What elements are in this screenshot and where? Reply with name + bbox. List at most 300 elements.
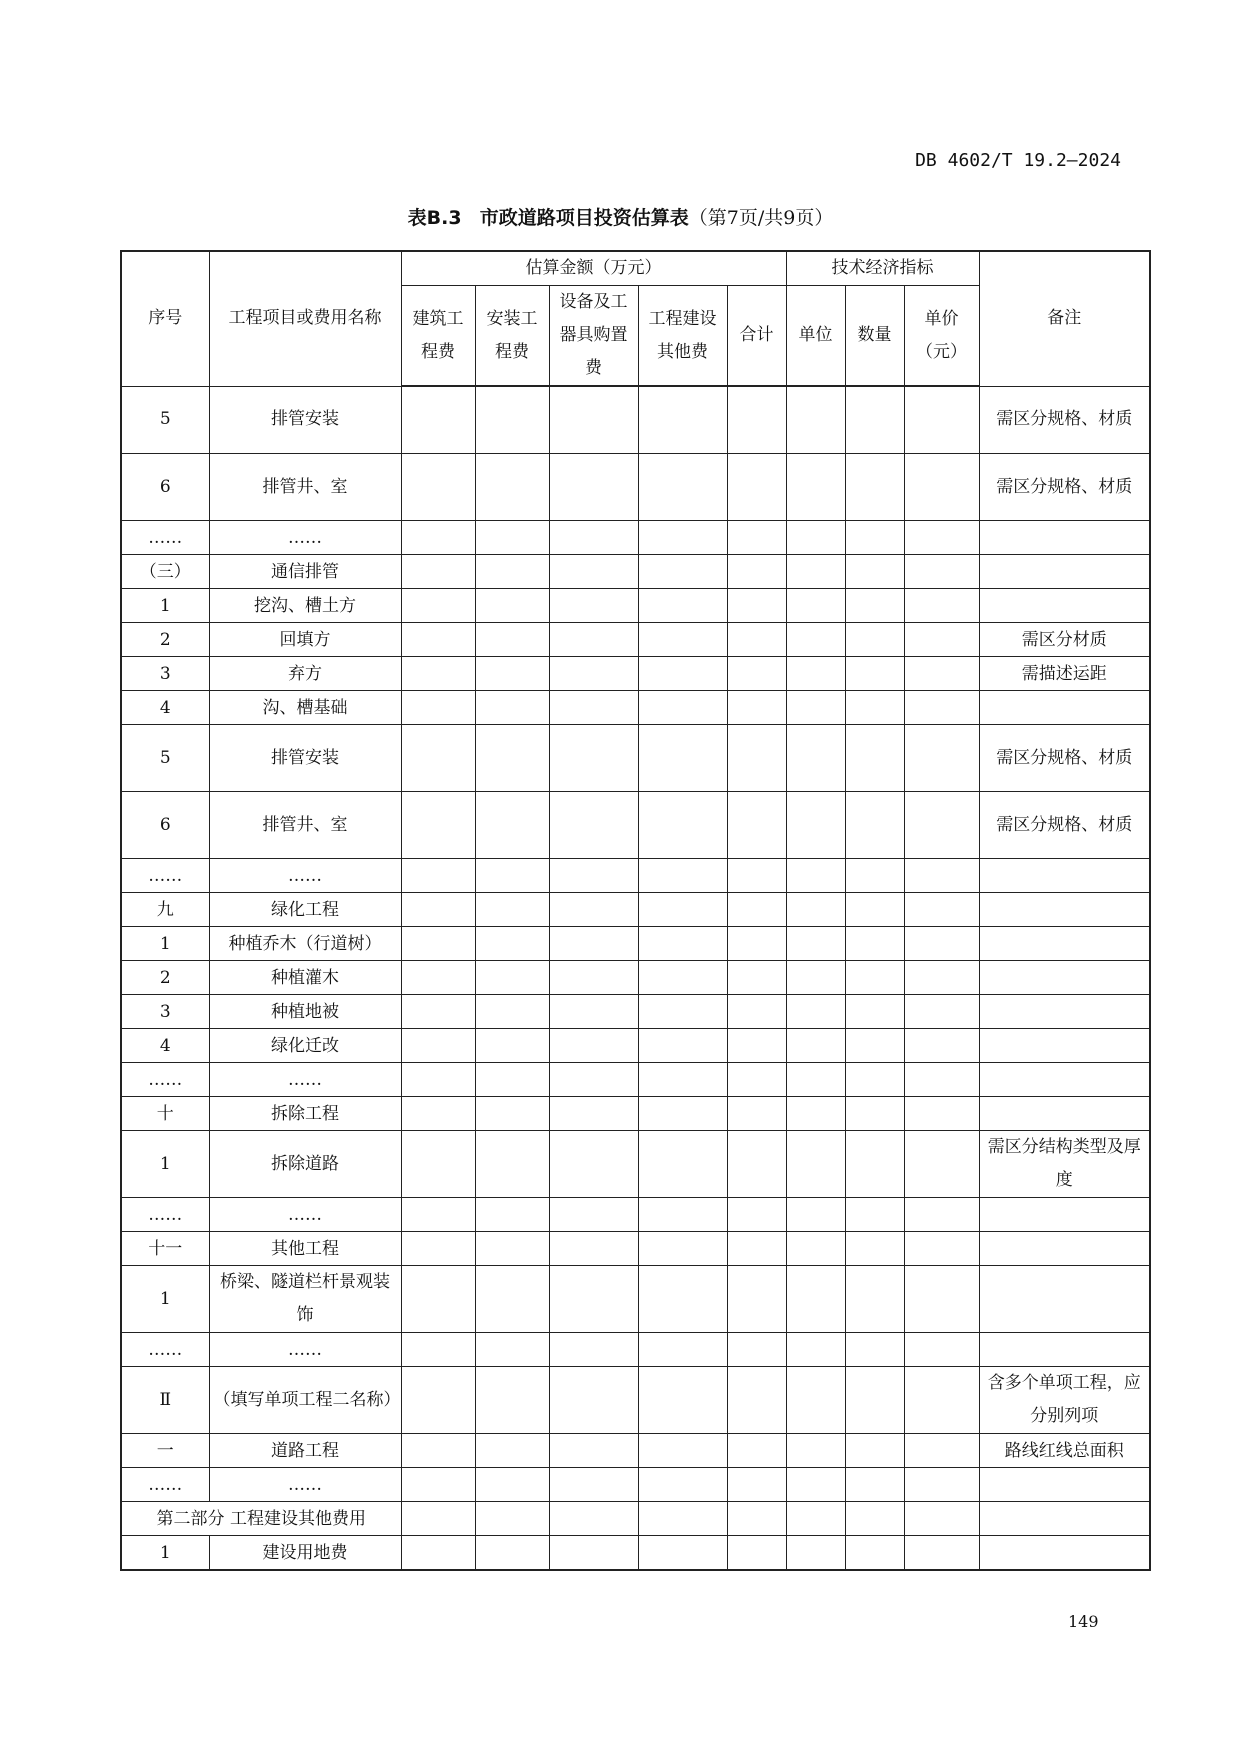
empty-cell [549, 1097, 638, 1131]
empty-cell [475, 1266, 549, 1333]
empty-cell [638, 995, 727, 1029]
empty-cell [549, 1131, 638, 1198]
empty-cell [904, 792, 979, 859]
table-row [121, 1333, 1150, 1367]
header-col: 合计 [727, 286, 786, 387]
row-name: 拆除工程 [209, 1097, 401, 1131]
empty-cell [904, 1266, 979, 1333]
row-name: 通信排管 [209, 555, 401, 589]
empty-cell [638, 555, 727, 589]
empty-cell [549, 995, 638, 1029]
table-row [121, 1131, 1150, 1198]
empty-cell [638, 454, 727, 521]
empty-cell [904, 1232, 979, 1266]
empty-cell [549, 691, 638, 725]
empty-cell [638, 1198, 727, 1232]
empty-cell [549, 386, 638, 454]
empty-cell [549, 623, 638, 657]
empty-cell [638, 859, 727, 893]
row-name: 道路工程 [209, 1434, 401, 1468]
empty-cell [549, 1029, 638, 1063]
empty-cell [727, 1063, 786, 1097]
empty-cell [845, 454, 904, 521]
header-col: 建筑工程费 [401, 286, 475, 387]
row-remark: 需区分规格、材质 [979, 454, 1150, 521]
empty-cell [727, 1266, 786, 1333]
row-seq: 1 [121, 589, 209, 623]
empty-cell [845, 1434, 904, 1468]
empty-cell [638, 691, 727, 725]
header-col: 设备及工器具购置费 [549, 286, 638, 387]
row-remark [979, 927, 1150, 961]
empty-cell [401, 1367, 475, 1434]
empty-cell [475, 893, 549, 927]
header-col: 单价（元） [904, 286, 979, 387]
empty-cell [549, 1468, 638, 1502]
empty-cell [401, 1131, 475, 1198]
empty-cell [786, 1131, 845, 1198]
empty-cell [549, 1333, 638, 1367]
empty-cell [475, 1029, 549, 1063]
empty-cell [475, 521, 549, 555]
row-seq: 九 [121, 893, 209, 927]
empty-cell [475, 792, 549, 859]
row-seq: …… [121, 1333, 209, 1367]
row-remark [979, 521, 1150, 555]
empty-cell [845, 691, 904, 725]
empty-cell [638, 893, 727, 927]
row-name: 建设用地费 [209, 1536, 401, 1571]
empty-cell [549, 1266, 638, 1333]
header-col: 工程建设其他费 [638, 286, 727, 387]
empty-cell [549, 1502, 638, 1536]
empty-cell [786, 1266, 845, 1333]
empty-cell [475, 691, 549, 725]
row-name: 种植地被 [209, 995, 401, 1029]
empty-cell [549, 1536, 638, 1571]
empty-cell [475, 995, 549, 1029]
empty-cell [549, 521, 638, 555]
empty-cell [549, 589, 638, 623]
table-row [121, 1468, 1150, 1502]
empty-cell [638, 623, 727, 657]
row-remark: 需描述运距 [979, 657, 1150, 691]
empty-cell [845, 589, 904, 623]
empty-cell [549, 927, 638, 961]
empty-cell [845, 1468, 904, 1502]
empty-cell [549, 725, 638, 792]
row-name: 桥梁、隧道栏杆景观装饰 [209, 1266, 401, 1333]
empty-cell [904, 1502, 979, 1536]
empty-cell [401, 1502, 475, 1536]
row-remark: 路线红线总面积 [979, 1434, 1150, 1468]
table-row [121, 1266, 1150, 1333]
row-name: 绿化工程 [209, 893, 401, 927]
table-row [121, 995, 1150, 1029]
page-number: 149 [1068, 1612, 1099, 1631]
empty-cell [786, 995, 845, 1029]
row-remark [979, 1536, 1150, 1571]
row-name: 排管安装 [209, 386, 401, 454]
empty-cell [727, 1333, 786, 1367]
empty-cell [904, 1131, 979, 1198]
empty-cell [904, 386, 979, 454]
empty-cell [904, 1097, 979, 1131]
row-remark: 含多个单项工程，应分别列项 [979, 1367, 1150, 1434]
table-row [121, 691, 1150, 725]
table-row [121, 1097, 1150, 1131]
empty-cell [475, 1232, 549, 1266]
empty-cell [904, 1333, 979, 1367]
empty-cell [727, 454, 786, 521]
table-row [121, 1063, 1150, 1097]
empty-cell [638, 927, 727, 961]
empty-cell [475, 1333, 549, 1367]
table-row [121, 521, 1150, 555]
empty-cell [727, 859, 786, 893]
row-remark [979, 1063, 1150, 1097]
table-row [121, 454, 1150, 521]
empty-cell [638, 1063, 727, 1097]
row-seq: 3 [121, 657, 209, 691]
row-remark [979, 1198, 1150, 1232]
empty-cell [904, 1468, 979, 1502]
empty-cell [727, 1502, 786, 1536]
empty-cell [845, 386, 904, 454]
row-remark [979, 1097, 1150, 1131]
empty-cell [786, 1333, 845, 1367]
row-name: 回填方 [209, 623, 401, 657]
empty-cell [401, 1434, 475, 1468]
empty-cell [401, 1536, 475, 1571]
empty-cell [904, 961, 979, 995]
empty-cell [549, 1434, 638, 1468]
empty-cell [786, 1434, 845, 1468]
empty-cell [475, 1063, 549, 1097]
table-row [121, 1502, 1150, 1536]
empty-cell [638, 1434, 727, 1468]
row-seq: …… [121, 1063, 209, 1097]
header-col: 数量 [845, 286, 904, 387]
empty-cell [786, 623, 845, 657]
empty-cell [727, 1097, 786, 1131]
table-row [121, 1434, 1150, 1468]
empty-cell [475, 1097, 549, 1131]
page-info: （第7页/共9页） [688, 207, 834, 229]
empty-cell [786, 1367, 845, 1434]
row-seq: …… [121, 1198, 209, 1232]
row-remark [979, 1333, 1150, 1367]
row-seq: 1 [121, 1266, 209, 1333]
empty-cell [786, 691, 845, 725]
row-name: …… [209, 1063, 401, 1097]
empty-cell [638, 1367, 727, 1434]
empty-cell [401, 1468, 475, 1502]
empty-cell [401, 623, 475, 657]
empty-cell [549, 1367, 638, 1434]
empty-cell [401, 961, 475, 995]
empty-cell [475, 386, 549, 454]
empty-cell [904, 623, 979, 657]
empty-cell [727, 1434, 786, 1468]
empty-cell [638, 1536, 727, 1571]
empty-cell [786, 1536, 845, 1571]
empty-cell [845, 995, 904, 1029]
empty-cell [904, 1536, 979, 1571]
table-row [121, 961, 1150, 995]
empty-cell [475, 555, 549, 589]
header-tech-group: 技术经济指标 [786, 251, 979, 286]
empty-cell [786, 725, 845, 792]
empty-cell [845, 792, 904, 859]
empty-cell [786, 1029, 845, 1063]
empty-cell [727, 927, 786, 961]
row-remark: 需区分规格、材质 [979, 386, 1150, 454]
row-remark [979, 1232, 1150, 1266]
empty-cell [845, 859, 904, 893]
table-row [121, 1536, 1150, 1571]
empty-cell [904, 995, 979, 1029]
empty-cell [845, 1502, 904, 1536]
table-row [121, 657, 1150, 691]
empty-cell [786, 961, 845, 995]
empty-cell [475, 1502, 549, 1536]
empty-cell [786, 1468, 845, 1502]
table-row [121, 555, 1150, 589]
empty-cell [401, 1232, 475, 1266]
empty-cell [638, 1502, 727, 1536]
table-label: 表B.3 [407, 207, 462, 229]
row-seq: 5 [121, 725, 209, 792]
row-name: …… [209, 1198, 401, 1232]
empty-cell [638, 725, 727, 792]
empty-cell [727, 725, 786, 792]
empty-cell [786, 589, 845, 623]
empty-cell [845, 1367, 904, 1434]
table-row [121, 893, 1150, 927]
row-seq: 十一 [121, 1232, 209, 1266]
table-row [121, 927, 1150, 961]
row-remark [979, 589, 1150, 623]
row-seq: 1 [121, 927, 209, 961]
row-remark [979, 859, 1150, 893]
row-seq: …… [121, 1468, 209, 1502]
empty-cell [904, 859, 979, 893]
empty-cell [786, 1198, 845, 1232]
empty-cell [549, 657, 638, 691]
row-name: …… [209, 521, 401, 555]
empty-cell [475, 725, 549, 792]
empty-cell [727, 995, 786, 1029]
empty-cell [786, 792, 845, 859]
empty-cell [549, 859, 638, 893]
empty-cell [845, 1266, 904, 1333]
row-name: 挖沟、槽土方 [209, 589, 401, 623]
row-remark: 需区分规格、材质 [979, 792, 1150, 859]
empty-cell [727, 589, 786, 623]
empty-cell [786, 927, 845, 961]
empty-cell [786, 454, 845, 521]
empty-cell [401, 657, 475, 691]
row-remark: 需区分规格、材质 [979, 725, 1150, 792]
empty-cell [401, 1097, 475, 1131]
empty-cell [638, 657, 727, 691]
empty-cell [845, 1198, 904, 1232]
row-seq: 6 [121, 792, 209, 859]
empty-cell [638, 792, 727, 859]
empty-cell [786, 1097, 845, 1131]
table-row [121, 1198, 1150, 1232]
empty-cell [549, 961, 638, 995]
empty-cell [904, 1367, 979, 1434]
empty-cell [475, 657, 549, 691]
table-row [121, 792, 1150, 859]
empty-cell [904, 725, 979, 792]
empty-cell [549, 1198, 638, 1232]
empty-cell [401, 792, 475, 859]
empty-cell [727, 691, 786, 725]
row-seq: 5 [121, 386, 209, 454]
empty-cell [475, 961, 549, 995]
empty-cell [845, 1536, 904, 1571]
empty-cell [727, 1131, 786, 1198]
empty-cell [401, 386, 475, 454]
empty-cell [727, 1029, 786, 1063]
empty-cell [475, 1434, 549, 1468]
table-row [121, 725, 1150, 792]
row-remark: 需区分材质 [979, 623, 1150, 657]
empty-cell [727, 657, 786, 691]
empty-cell [401, 1063, 475, 1097]
empty-cell [786, 1063, 845, 1097]
row-remark [979, 995, 1150, 1029]
row-name: 沟、槽基础 [209, 691, 401, 725]
empty-cell [904, 691, 979, 725]
row-seq: 十 [121, 1097, 209, 1131]
empty-cell [475, 1367, 549, 1434]
empty-cell [401, 893, 475, 927]
empty-cell [845, 657, 904, 691]
header-col: 安装工程费 [475, 286, 549, 387]
empty-cell [786, 1232, 845, 1266]
header-col: 单位 [786, 286, 845, 387]
row-seq: …… [121, 859, 209, 893]
empty-cell [475, 1468, 549, 1502]
empty-cell [786, 386, 845, 454]
row-seq: 4 [121, 691, 209, 725]
row-name: …… [209, 1468, 401, 1502]
empty-cell [845, 725, 904, 792]
empty-cell [845, 927, 904, 961]
empty-cell [475, 1198, 549, 1232]
empty-cell [475, 623, 549, 657]
row-remark [979, 1502, 1150, 1536]
row-seq: 1 [121, 1536, 209, 1571]
row-name: （填写单项工程二名称） [209, 1367, 401, 1434]
empty-cell [786, 893, 845, 927]
empty-cell [638, 1029, 727, 1063]
empty-cell [727, 1367, 786, 1434]
empty-cell [845, 555, 904, 589]
empty-cell [638, 1266, 727, 1333]
empty-cell [727, 555, 786, 589]
empty-cell [845, 521, 904, 555]
row-seq: （三） [121, 555, 209, 589]
row-name: 其他工程 [209, 1232, 401, 1266]
table-name: 市政道路项目投资估算表 [479, 207, 689, 229]
row-name: 种植乔木（行道树） [209, 927, 401, 961]
row-remark [979, 893, 1150, 927]
empty-cell [904, 555, 979, 589]
row-seq: 2 [121, 961, 209, 995]
row-seq: Ⅱ [121, 1367, 209, 1434]
table-row [121, 623, 1150, 657]
row-seq: 6 [121, 454, 209, 521]
empty-cell [727, 1536, 786, 1571]
table-row [121, 1029, 1150, 1063]
empty-cell [638, 589, 727, 623]
empty-cell [904, 1434, 979, 1468]
empty-cell [845, 1097, 904, 1131]
row-name: 排管井、室 [209, 454, 401, 521]
empty-cell [845, 1029, 904, 1063]
row-name: 拆除道路 [209, 1131, 401, 1198]
header-estimate-group: 估算金额（万元） [401, 251, 786, 286]
table-row [121, 386, 1150, 454]
empty-cell [786, 657, 845, 691]
empty-cell [845, 1333, 904, 1367]
table-title [0, 203, 1241, 230]
empty-cell [786, 521, 845, 555]
row-seq: 一 [121, 1434, 209, 1468]
row-seq: …… [121, 521, 209, 555]
table-row [121, 859, 1150, 893]
empty-cell [401, 995, 475, 1029]
empty-cell [904, 454, 979, 521]
row-remark [979, 1266, 1150, 1333]
empty-cell [638, 1232, 727, 1266]
row-name: 种植灌木 [209, 961, 401, 995]
empty-cell [727, 521, 786, 555]
empty-cell [727, 792, 786, 859]
row-name: 排管安装 [209, 725, 401, 792]
row-remark [979, 1468, 1150, 1502]
empty-cell [401, 454, 475, 521]
empty-cell [904, 927, 979, 961]
estimate-table [120, 250, 1151, 1571]
row-seq: 4 [121, 1029, 209, 1063]
row-name: 排管井、室 [209, 792, 401, 859]
empty-cell [845, 1131, 904, 1198]
empty-cell [638, 521, 727, 555]
empty-cell [638, 1131, 727, 1198]
empty-cell [475, 1536, 549, 1571]
empty-cell [549, 1063, 638, 1097]
empty-cell [401, 1333, 475, 1367]
empty-cell [475, 589, 549, 623]
empty-cell [549, 454, 638, 521]
empty-cell [638, 1333, 727, 1367]
empty-cell [475, 927, 549, 961]
empty-cell [904, 1029, 979, 1063]
empty-cell [727, 1198, 786, 1232]
empty-cell [727, 1232, 786, 1266]
empty-cell [845, 1063, 904, 1097]
empty-cell [904, 589, 979, 623]
empty-cell [401, 927, 475, 961]
empty-cell [401, 521, 475, 555]
empty-cell [638, 961, 727, 995]
